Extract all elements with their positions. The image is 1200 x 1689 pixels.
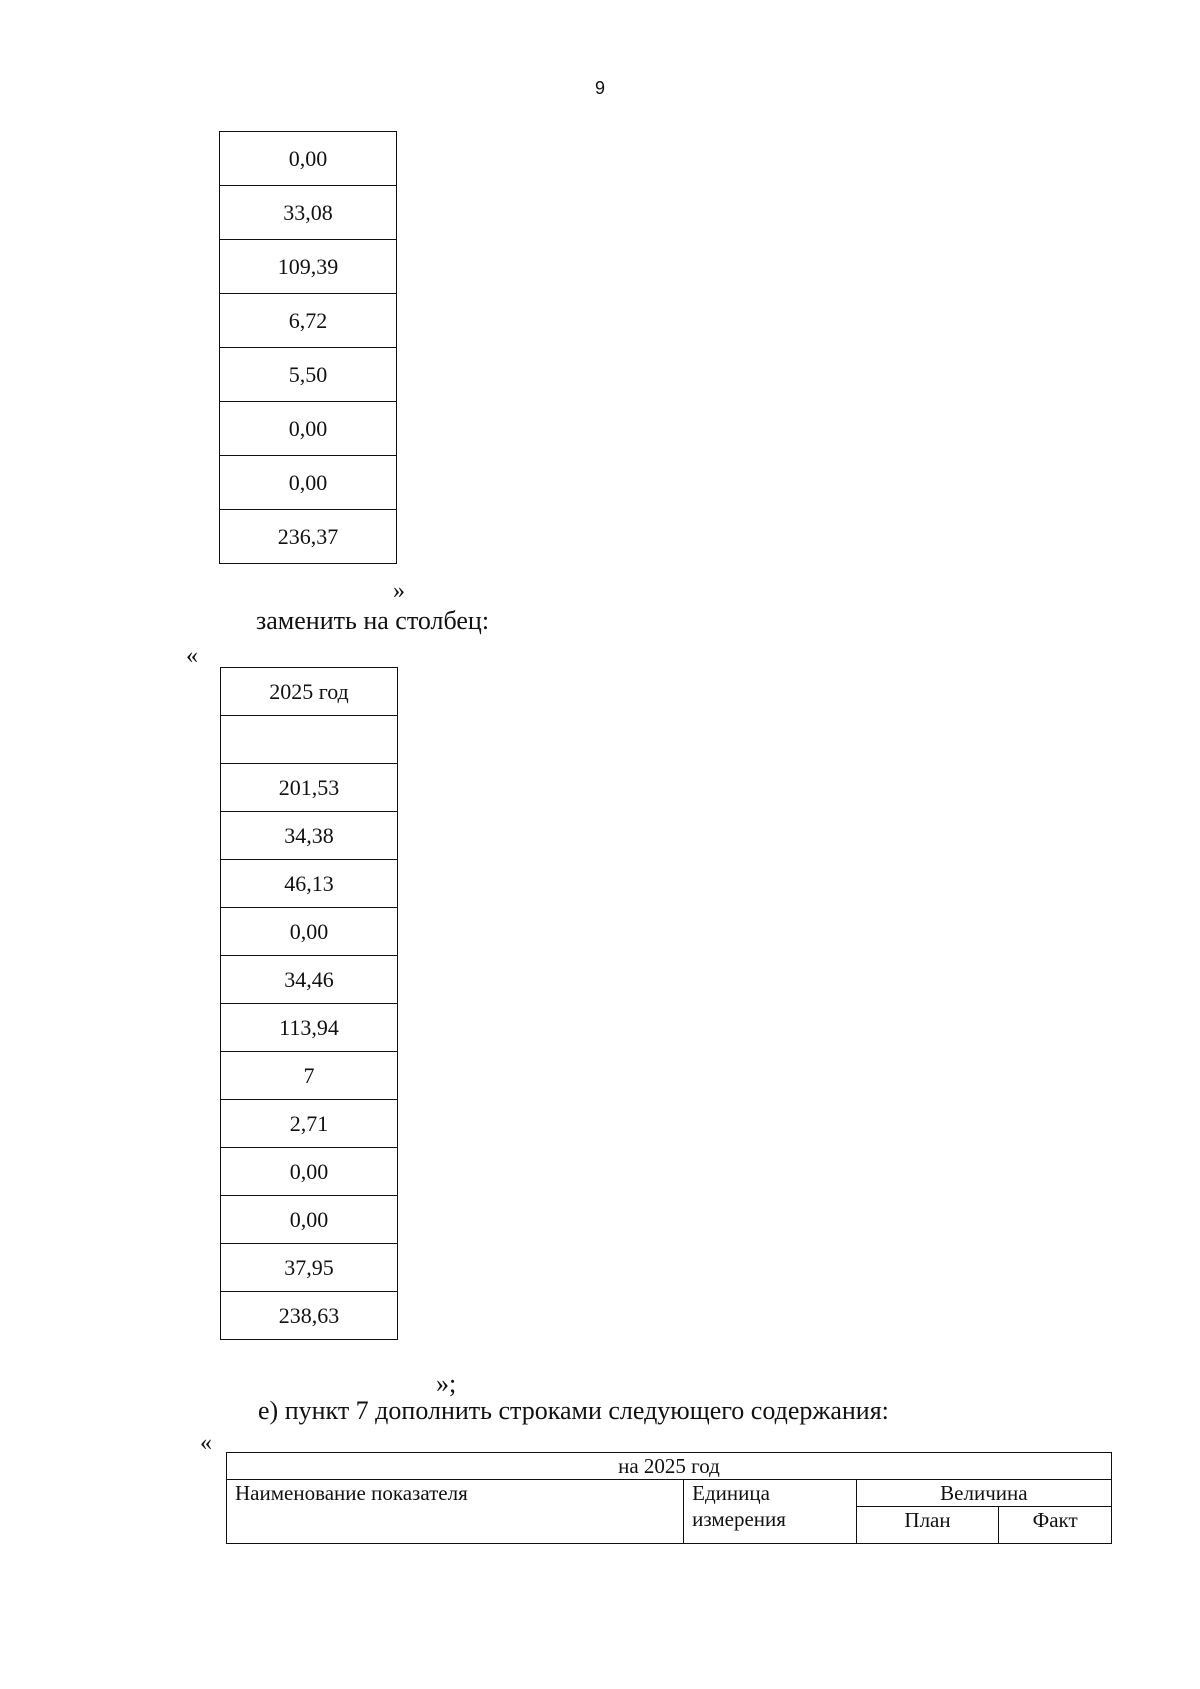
opening-quote: « [186,643,198,669]
column-fact-header: Факт [999,1507,1112,1544]
value-cell: 0,00 [220,132,397,186]
value-cell: 34,46 [221,956,398,1004]
value-cell: 238,63 [221,1292,398,1340]
replace-instruction: заменить на столбец: [256,606,490,635]
value-cell: 201,53 [221,764,398,812]
value-cell: 0,00 [220,456,397,510]
indicator-table-title: на 2025 год [227,1453,1112,1480]
column-unit-header [684,1480,857,1544]
new-values-column [220,667,398,1340]
column-name-header: Наименование показателя [227,1480,684,1544]
column-value-header: Величина [856,1480,1111,1507]
value-cell: 236,37 [220,510,397,564]
value-cell: 0,00 [221,908,398,956]
value-cell: 37,95 [221,1244,398,1292]
value-cell [221,716,398,764]
indicator-table [226,1452,1112,1544]
value-cell: 5,50 [220,348,397,402]
value-cell: 33,08 [220,186,397,240]
item-e-instruction: е) пункт 7 дополнить строками следующего содержания: [258,1396,889,1425]
value-cell: 46,13 [221,860,398,908]
opening-quote-2: « [200,1430,212,1456]
value-cell: 0,00 [220,402,397,456]
page-number: 9 [594,78,605,98]
value-cell: 2,71 [221,1100,398,1148]
value-cell: 0,00 [221,1196,398,1244]
value-cell: 34,38 [221,812,398,860]
value-cell: 6,72 [220,294,397,348]
value-cell: 0,00 [221,1148,398,1196]
old-values-column [219,131,397,564]
unit-line-1: Единица [692,1481,770,1505]
closing-quote: » [393,578,405,604]
unit-line-2: измерения [692,1507,786,1531]
value-cell: 7 [221,1052,398,1100]
value-cell: 109,39 [220,240,397,294]
closing-quote-semicolon: »; [436,1369,457,1398]
column-header: 2025 год [221,668,398,716]
column-plan-header: План [856,1507,999,1544]
value-cell: 113,94 [221,1004,398,1052]
